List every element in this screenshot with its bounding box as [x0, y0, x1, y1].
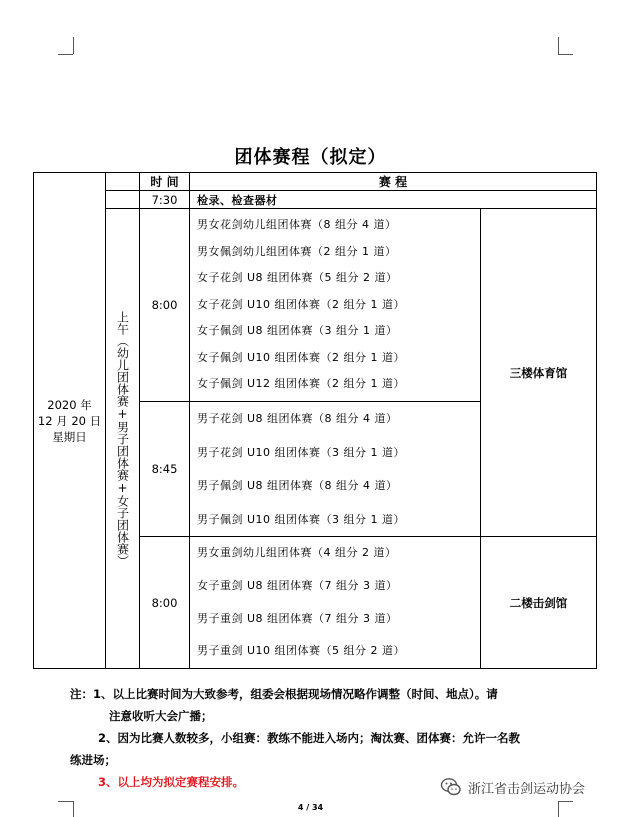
- event-item: 女子花剑 U10 组团体赛（2 组分 1 道）: [197, 297, 406, 311]
- note-2a: 2、因为比赛人数较多，小组赛：教练不能进入场内；淘汰赛、团体赛：允许一名教: [98, 731, 520, 745]
- watermark: [440, 776, 585, 798]
- schedule-header: 赛 程: [190, 173, 597, 191]
- group3-events: [190, 537, 481, 669]
- event-item: 男子重剑 U10 组团体赛（5 组分 2 道）: [197, 644, 406, 658]
- note-3: 3、以上均为拟定赛程安排。: [98, 775, 245, 789]
- event-item: 女子佩剑 U12 组团体赛（2 组分 1 道）: [197, 377, 406, 391]
- event-item: 男子花剑 U8 组团体赛（8 组分 4 道）: [197, 412, 398, 425]
- event-item: 男女花剑幼儿组团体赛（8 组分 4 道）: [197, 217, 397, 231]
- session-label-cell: [106, 209, 140, 669]
- checkin-time: 7:30: [140, 191, 190, 209]
- event-item: 女子花剑 U8 组团体赛（5 组分 2 道）: [197, 271, 398, 285]
- date-weekday: 星期日: [52, 429, 87, 444]
- blank-checkin-cell: [106, 191, 140, 209]
- group2-time: 8:45: [140, 402, 190, 537]
- checkin-text: 检录、检查器材: [190, 191, 597, 209]
- event-item: 男子佩剑 U8 组团体赛（8 组分 4 道）: [197, 479, 398, 492]
- group1-events: [190, 209, 481, 402]
- note-1b: 注意收听大会广播；: [109, 709, 213, 723]
- event-item: 男子佩剑 U10 组团体赛（3 组分 1 道）: [197, 512, 406, 526]
- event-item: 女子佩剑 U8 组团体赛（3 组分 1 道）: [197, 324, 398, 338]
- group1-time: 8:00: [140, 209, 190, 402]
- schedule-table: [33, 172, 597, 669]
- event-item: 男子花剑 U10 组团体赛（3 组分 1 道）: [197, 445, 406, 459]
- event-item: 女子重剑 U8 组团体赛（7 组分 3 道）: [197, 578, 398, 592]
- time-header: 时 间: [140, 173, 190, 191]
- venue-1: 三楼体育馆: [481, 209, 597, 537]
- wechat-icon: [440, 776, 462, 798]
- venue-2: 二楼击剑馆: [481, 537, 597, 669]
- watermark-text: 浙江省击剑运动协会: [468, 781, 586, 797]
- event-item: 男子重剑 U8 组团体赛（7 组分 3 道）: [197, 611, 398, 625]
- blank-header-cell: [106, 173, 140, 191]
- event-item: 男女重剑幼儿组团体赛（4 组分 2 道）: [197, 546, 397, 560]
- date-year: 2020 年: [47, 397, 92, 412]
- group2-events: [190, 402, 481, 537]
- date-day: 12 月 20 日: [37, 413, 102, 428]
- session-label: 上午（幼儿团体赛+男子团体赛+女子团体赛）: [115, 310, 130, 567]
- date-cell: [34, 173, 106, 669]
- group3-time: 8:00: [140, 537, 190, 669]
- page-number: 4 / 34: [297, 803, 324, 812]
- event-item: 男女佩剑幼儿组团体赛（2 组分 1 道）: [197, 244, 397, 258]
- event-item: 女子佩剑 U10 组团体赛（2 组分 1 道）: [197, 350, 406, 364]
- note-2b: 练进场；: [70, 753, 116, 767]
- page-title: 团体赛程（拟定）: [234, 147, 387, 168]
- note-1a: 注：1、以上比赛时间为大致参考，组委会根据现场情况略作调整（时间、地点）。请: [70, 687, 498, 701]
